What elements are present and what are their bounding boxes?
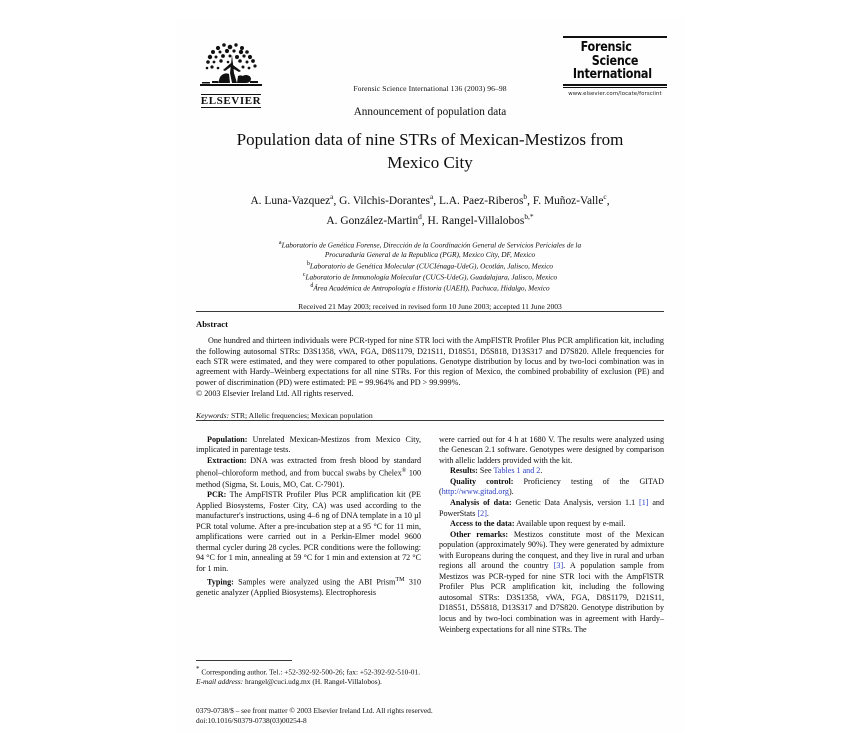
email-label: E-mail address: [196,677,244,687]
paragraph-other-remarks [439,530,664,635]
abstract-bottom-rule [196,420,664,421]
affiliation-c: $^c$Laboratorio de Inmunología Molecular (CUCS-UdeG), Guadalajara, Jalisco, Mexico [302,271,558,282]
label-analysis: Analysis of data: [450,497,512,507]
page-title: Population data of nine STRs of Mexican-Mestizos from Mexico City [236,130,624,172]
footnote-rule [196,660,292,661]
abstract-heading: Abstract [196,319,228,330]
paragraph-analysis [439,498,664,519]
doi-line: doi:10.1016/S0379-0738(03)00254-8 [196,715,307,725]
text-access: Available upon request by e-mail. [514,519,626,529]
body-columns [196,435,664,635]
text-typing-a: Samples were analyzed using the ABI Prism [233,577,396,587]
imprint-block [196,706,666,726]
label-quality-control: Quality control: [450,476,514,486]
paragraph-pcr [196,490,421,574]
keywords-label: Keywords: [196,410,230,420]
label-results: Results: [450,466,478,476]
citation-ref-2[interactable]: [2] [477,508,487,518]
link-tables[interactable]: Tables 1 and 2 [493,466,541,476]
trademark-mark: TM [395,575,405,583]
label-population: Population: [207,434,248,444]
journal-reference: Forensic Science International 136 (2003) 96–98 [353,84,507,93]
text-results-tail: . [540,466,543,476]
label-access: Access to the data: [450,519,515,529]
text-typing-b: 310 genetic analyzer (Applied Biosystems). Electrophoresis [196,577,421,597]
text-quality-tail: ). [508,487,514,497]
article-sheet [175,18,685,733]
elsevier-logo [196,36,266,108]
footnote-contact-text: Corresponding author. Tel.: +52-392-92-500-26; fax: +52-392-92-510-01. [201,667,421,677]
section-label: Announcement of population data [353,106,507,118]
right-column [439,435,664,635]
affiliation-b: $^b$Laboratorio de Genética Molecular (CUCIénaga-UdeG), Ocotlán, Jalisco, Mexico [306,260,554,271]
paragraph-population [196,435,421,456]
text-quality-control: Proficiency testing of the GITAD ( [439,476,664,497]
text-extraction-b: 100 method (Sigma, St. Louis, MO, Cat. C-7901). [196,469,422,489]
paragraph-electrophoresis-cont: were carried out for 4 h at 1680 V. The results were analyzed using the Genescan 2.1 software. Genotypes were designed by comparison with allelic ladders provided with the kit. [439,434,664,465]
email-value[interactable]: hrangel@cuci.udg.mx (H. Rangel-Villalobos). [243,677,382,687]
text-remarks-a: Mestizos constitute most of the Mexican population (approximately 90%). They were generated by admixture with Europeans during the conquest, and they live in rural and urban regions all around the country [439,529,664,571]
keywords-value: STR; Allelic frequencies; Mexican population [230,410,373,420]
affiliation-list [205,239,655,294]
asterisk-marker: * [196,665,200,673]
label-pcr: PCR: [207,490,227,500]
paragraph-quality-control [439,477,664,498]
affiliation-a: $^a$Laboratorio de Genética Forense, Dirección de la Coordinación General de Servicios Periciales de la Procuraduría General de la Republica (PGR), Mexico City, DF, Mexico [278,239,582,259]
text-analysis-tail: . [486,508,489,518]
label-extraction: Extraction: [207,455,247,465]
text-population: Unrelated Mexican-Mestizos from Mexico City, implicated in parentage tests. [196,434,421,455]
text-results: See [477,466,494,476]
abstract-top-rule [196,311,664,312]
abstract-section [196,311,664,420]
author-list: A. Luna-Vazquez$^a$, G. Vilchis-Dorantes$^a$, L.A. Paez-Riberos$^b$, F. Muñoz-Valle$^c$, A. González-Martin$^d$, H. Rangel-Villalobos$^{b,*}$ [250,192,610,228]
journal-logo [563,36,667,97]
journal-logo-line-3: International [572,67,652,82]
journal-logo-line-1: Forensic [580,40,632,55]
abstract-body: One hundred and thirteen individuals were PCR-typed for nine STR loci with the AmpFlSTR Profiler Plus PCR amplification kit, including the following autosomal STRs: D3S1358, vWA, FGA, D8S1179, D21S11, D18S51, D5S818, D13S317 and D7S820. Allele frequencies for each STR were estimated, and they were compared to other populations. Genotype distribution by locus and by two-loci combination was in agreement with Hardy–Weinberg expectations for all nine STRs. For this region of Mexico, the combined probability of exclusion (PE) and power of discrimination (PD) were estimated: PE = 99.964% and PD > 99.999%. [196,336,664,387]
label-typing: Typing: [207,577,234,587]
left-column [196,435,421,635]
journal-logo-rule [563,87,667,88]
text-remarks-b: . A population sample from Mestizos was PCR-typed for nine STR loci with the AmpFlSTR Profiler Plus PCR amplification kit, including the following autosomal STRs: D3S1358, vWA, FGA, D8S1179, D21S11, D18S51, D5S818, D13S317 and D7S820. Genotype distribution by locus and by two-loci combination was in agreement with Hardy–Weinberg expectations for all nine STRs. The [439,561,664,634]
text-analysis: Genetic Data Analysis, version 1.1 [511,497,640,507]
label-other-remarks: Other remarks: [450,529,509,539]
journal-logo-line-2: Science [591,53,639,69]
citation-ref-3[interactable]: [3] [553,561,564,571]
registered-mark: ® [401,467,407,475]
paragraph-extraction [196,456,421,490]
footnote-corresponding-author [196,665,424,677]
elsevier-wordmark: ELSEVIER [200,95,262,107]
paragraph-results [439,466,664,477]
text-extraction-a: DNA was extracted from fresh blood by standard phenol–chloroform method, and from buccal swabs by Chelex [196,455,421,479]
keywords-line [196,411,664,420]
footnote-area [196,660,424,687]
journal-website-url: www.elsevier.com/locate/forsciint [568,90,662,97]
journal-logo-box [563,36,667,86]
footnote-email [196,677,424,687]
received-dates: Received 21 May 2003; received in revised form 10 June 2003; accepted 11 June 2003 [298,302,562,312]
text-pcr: The AmpFlSTR Profiler Plus PCR amplification kit (PE Applied Biosystems, Foster City, CA) was used according to the manufacturer's instructions, using 4–6 ng of DNA template in a 10 µl PCR total volume. After a pre-incubation step at a 95 °C for 11 min, amplifications were carried out in a Perkin-Elmer model 9600 thermal cycler during 28 cycles. PCR conditions were the following: 94 °C for 1 min, annealing at 59 °C for 1 min and extension at 72 °C for 1 min. [196,490,421,573]
issn-line: 0379-0738/$ – see front matter © 2003 Elsevier Ireland Ltd. All rights reserved. [196,706,433,715]
affiliation-d: $^d$Área Académica de Antropología e Historia (UAEH), Pachuca, Hidalgo, Mexico [310,283,550,293]
article-header [175,18,685,107]
text-analysis-mid: and PowerStats [439,497,664,518]
abstract-copyright: © 2003 Elsevier Ireland Ltd. All rights reserved. [196,389,354,399]
link-gitad-url[interactable]: http://www.gitad.org [441,487,509,497]
paragraph-access [439,519,664,530]
citation-ref-1[interactable]: [1] [639,497,649,507]
paragraph-typing [196,575,421,599]
